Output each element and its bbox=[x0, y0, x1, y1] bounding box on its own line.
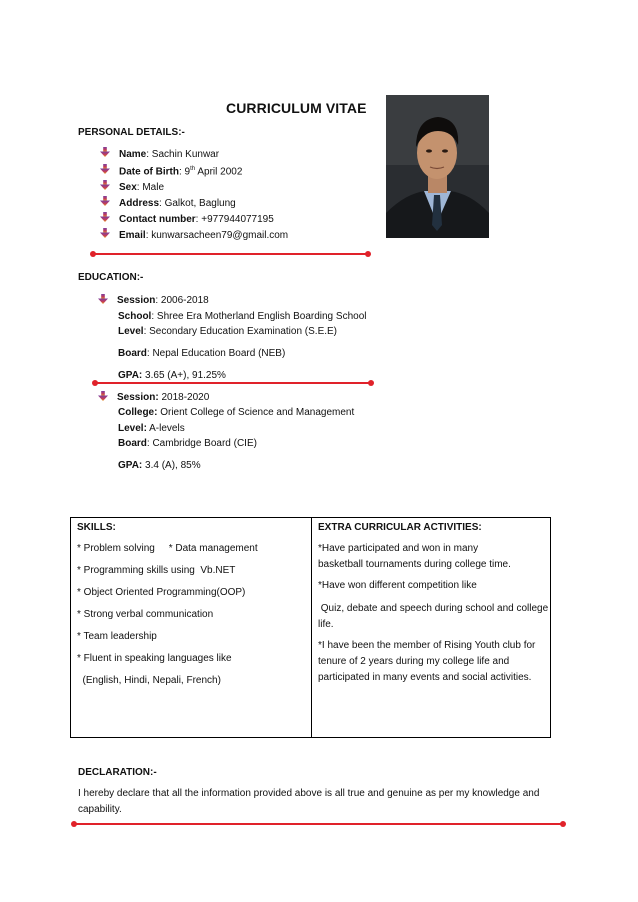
skills-activities-table bbox=[70, 517, 551, 738]
contact-label: Contact number bbox=[119, 214, 196, 225]
edu2-session-value: 2018-2020 bbox=[158, 392, 210, 403]
edu2-board-label: Board bbox=[118, 438, 147, 449]
edu2-board bbox=[118, 438, 257, 449]
down-arrow-bullet-icon bbox=[98, 294, 108, 304]
extra-text: tenure of 2 years during my college life and bbox=[318, 656, 510, 667]
table-column-divider bbox=[311, 518, 312, 737]
extra-text: basketball tournaments during college time. bbox=[318, 559, 511, 570]
edu2-college-label: College: bbox=[118, 407, 158, 418]
sex-value: : Male bbox=[136, 182, 165, 193]
skill-item: * Object Oriented Programming(OOP) bbox=[77, 587, 246, 598]
sex-line bbox=[119, 182, 164, 193]
edu2-gpa-label: GPA: bbox=[118, 460, 143, 471]
divider-rule bbox=[93, 253, 368, 255]
skill-item: * Problem solving * Data management bbox=[77, 543, 258, 554]
edu1-board bbox=[118, 348, 285, 359]
edu1-level bbox=[118, 326, 337, 337]
skill-item: * Fluent in speaking languages like bbox=[77, 653, 232, 664]
address-label: Address bbox=[119, 198, 160, 209]
edu1-school-label: School bbox=[118, 311, 152, 322]
extra-text: *I have been the member of Rising Youth club for bbox=[318, 640, 536, 651]
declaration-text: I hereby declare that all the information provided above is all true and genuine as per my knowledge and bbox=[78, 788, 540, 799]
edu2-level bbox=[118, 423, 185, 434]
down-arrow-bullet-icon bbox=[100, 196, 110, 206]
down-arrow-bullet-icon bbox=[100, 228, 110, 238]
down-arrow-bullet-icon bbox=[100, 147, 110, 157]
divider-rule bbox=[74, 823, 563, 825]
dob-line bbox=[119, 166, 242, 177]
contact-value: : +977944077195 bbox=[195, 214, 274, 225]
personal-details-heading: PERSONAL DETAILS:- bbox=[78, 127, 185, 138]
down-arrow-bullet-icon bbox=[100, 164, 110, 174]
declaration-heading: DECLARATION:- bbox=[78, 767, 157, 778]
extra-text: participated in many events and social activities. bbox=[318, 672, 532, 683]
address-value: : Galkot, Baglung bbox=[159, 198, 236, 209]
skills-heading: SKILLS: bbox=[77, 522, 116, 533]
edu2-session-label: Session: bbox=[117, 392, 159, 403]
edu1-level-label: Level bbox=[118, 326, 144, 337]
edu1-school-value: : Shree Era Motherland English Boarding School bbox=[151, 311, 367, 322]
down-arrow-bullet-icon bbox=[98, 391, 108, 401]
address-line bbox=[119, 198, 236, 209]
edu1-gpa bbox=[118, 370, 226, 381]
edu1-session-value: : 2006-2018 bbox=[155, 295, 209, 306]
edu2-level-value: A-levels bbox=[146, 423, 185, 434]
edu2-board-value: : Cambridge Board (CIE) bbox=[146, 438, 257, 449]
dob-value: : 9 bbox=[179, 166, 191, 178]
down-arrow-bullet-icon bbox=[100, 180, 110, 190]
name-label: Name bbox=[119, 149, 147, 160]
sex-label: Sex bbox=[119, 182, 137, 193]
email-line bbox=[119, 230, 288, 241]
extra-text: *Have participated and won in many bbox=[318, 543, 479, 554]
skill-item: * Team leadership bbox=[77, 631, 157, 642]
dob-sup: th bbox=[190, 166, 196, 172]
page-title: CURRICULUM VITAE bbox=[226, 100, 367, 116]
email-label: Email bbox=[119, 230, 146, 241]
edu1-board-value: : Nepal Education Board (NEB) bbox=[146, 348, 286, 359]
edu1-school bbox=[118, 311, 366, 322]
edu1-gpa-value: 3.65 (A+), 91.25% bbox=[142, 370, 226, 381]
contact-line bbox=[119, 214, 274, 225]
divider-rule bbox=[95, 382, 371, 384]
name-value: : Sachin Kunwar bbox=[146, 149, 220, 160]
email-value: : kunwarsacheen79@gmail.com bbox=[145, 230, 289, 241]
name-line bbox=[119, 149, 219, 160]
skill-item: * Strong verbal communication bbox=[77, 609, 214, 620]
extra-heading: EXTRA CURRICULAR ACTIVITIES: bbox=[318, 522, 482, 533]
down-arrow-bullet-icon bbox=[100, 212, 110, 222]
skill-item: * Programming skills using Vb.NET bbox=[77, 565, 236, 576]
skill-item: (English, Hindi, Nepali, French) bbox=[77, 675, 221, 686]
declaration-text: capability. bbox=[78, 804, 122, 815]
edu2-gpa bbox=[118, 460, 201, 471]
edu1-level-value: : Secondary Education Examination (S.E.E) bbox=[143, 326, 338, 337]
edu1-board-label: Board bbox=[118, 348, 147, 359]
dob-label: Date of Birth bbox=[119, 166, 179, 178]
edu2-session bbox=[117, 392, 209, 403]
dob-value-rest: April 2002 bbox=[195, 166, 243, 178]
extra-text: life. bbox=[318, 619, 334, 630]
edu1-gpa-label: GPA: bbox=[118, 370, 143, 381]
education-heading: EDUCATION:- bbox=[78, 272, 144, 283]
edu2-college bbox=[118, 407, 354, 418]
edu1-session-label: Session bbox=[117, 295, 156, 306]
edu2-gpa-value: 3.4 (A), 85% bbox=[142, 460, 201, 471]
profile-photo bbox=[386, 95, 489, 238]
extra-text: Quiz, debate and speech during school and college bbox=[318, 603, 549, 614]
extra-text: *Have won different competition like bbox=[318, 580, 477, 591]
edu2-college-value: Orient College of Science and Management bbox=[157, 407, 355, 418]
edu1-session bbox=[117, 295, 209, 306]
edu2-level-label: Level: bbox=[118, 423, 147, 434]
